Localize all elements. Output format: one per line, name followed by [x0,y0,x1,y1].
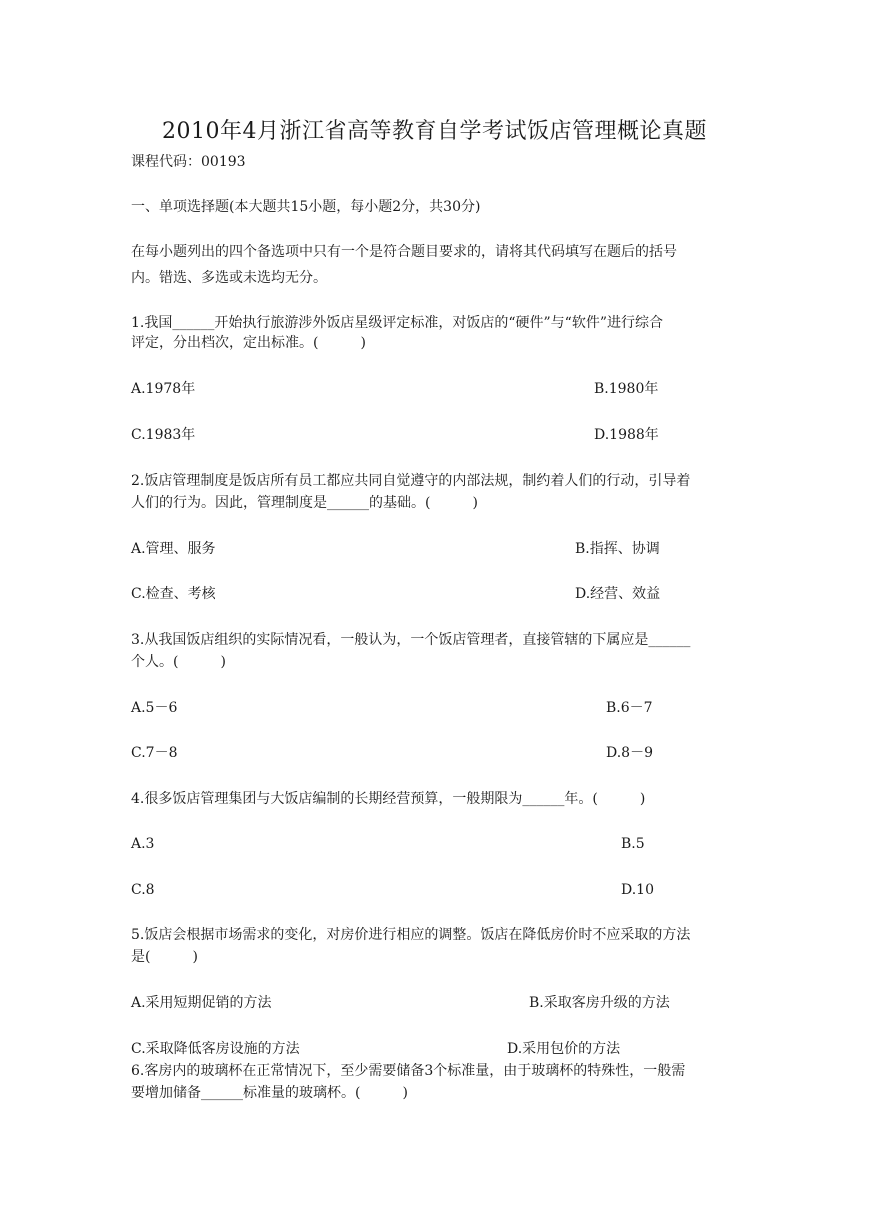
page-title: 2010年4月浙江省高等教育自学考试饭店管理概论真题 [162,119,707,144]
question-6-line-2: 要增加储备______标准量的玻璃杯。( ) [131,1085,408,1101]
question-4-line-1: 4.很多饭店管理集团与大饭店编制的长期经营预算，一般期限为______年。( ) [131,791,646,807]
question-5-option-d: D.采用包价的方法 [507,1041,621,1057]
question-1-line-1: 1.我国______开始执行旅游涉外饭店星级评定标准，对饭店的“硬件”与“软件”进行综合 [131,315,663,331]
question-2-line-1: 2.饭店管理制度是饭店所有员工都应共同自觉遵守的内部法规，制约着人们的行动，引导着 [131,473,691,489]
question-5-option-b: B.采取客房升级的方法 [529,995,670,1011]
question-3-option-d: D.8－9 [606,745,653,761]
question-3-option-b: B.6－7 [606,700,653,716]
question-1-option-b: B.1980年 [594,381,659,397]
question-4-option-c: C.8 [131,882,155,898]
section-heading: 一、单项选择题(本大题共15小题，每小题2分，共30分) [131,199,481,215]
question-2-option-d: D.经营、效益 [575,586,661,602]
question-2-option-a: A.管理、服务 [131,541,216,557]
instructions-line-1: 在每小题列出的四个备选项中只有一个是符合题目要求的，请将其代码填写在题后的括号 [131,244,677,260]
question-2-option-c: C.检查、考核 [131,586,216,602]
question-1-option-d: D.1988年 [594,427,659,443]
question-3-line-1: 3.从我国饭店组织的实际情况看，一般认为，一个饭店管理者，直接管辖的下属应是______ [131,632,691,648]
question-1-option-c: C.1983年 [131,427,196,443]
question-5-line-1: 5.饭店会根据市场需求的变化，对房价进行相应的调整。饭店在降低房价时不应采取的方法 [131,927,691,943]
question-3-option-c: C.7－8 [131,745,178,761]
course-code: 课程代码：00193 [131,154,246,170]
instructions-line-2: 内。错选、多选或未选均无分。 [131,270,327,286]
question-3-option-a: A.5－6 [131,700,178,716]
question-3-line-2: 个人。( ) [131,654,226,670]
question-4-option-b: B.5 [621,836,645,852]
question-1-line-2: 评定，分出档次，定出标准。( ) [131,335,366,351]
question-2-line-2: 人们的行为。因此，管理制度是______的基础。( ) [131,495,478,511]
question-2-option-b: B.指挥、协调 [575,541,660,557]
question-1-option-a: A.1978年 [131,381,196,397]
question-4-option-d: D.10 [621,882,654,898]
question-5-line-2: 是( ) [131,949,198,965]
question-4-option-a: A.3 [131,836,155,852]
question-6-line-1: 6.客房内的玻璃杯在正常情况下，至少需要储备3个标准量，由于玻璃杯的特殊性，一般需 [131,1063,686,1079]
question-5-option-a: A.采用短期促销的方法 [131,995,272,1011]
question-5-option-c: C.采取降低客房设施的方法 [131,1041,300,1057]
